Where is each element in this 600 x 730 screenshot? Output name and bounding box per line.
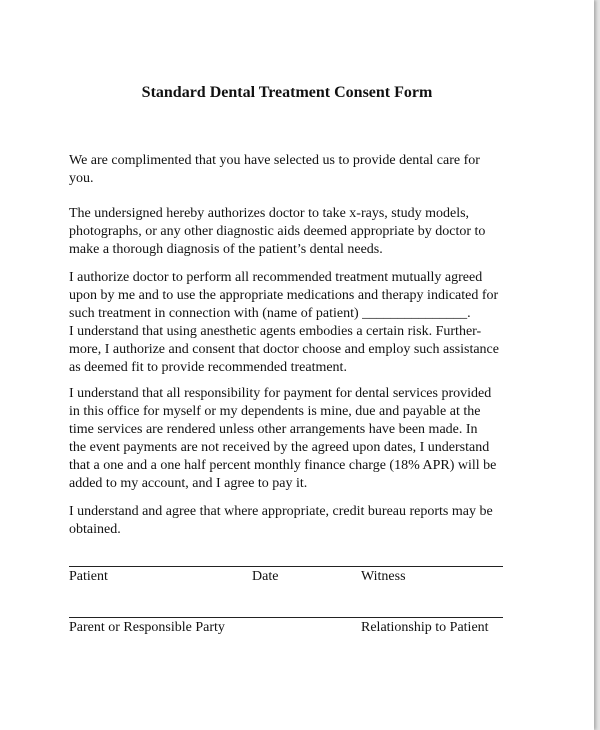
text-line: upon by me and to use the appropriate medications and therapy indicated for — [69, 288, 499, 303]
payment-responsibility-paragraph — [69, 385, 519, 493]
text-line: I understand that using anesthetic agents embodies a certain risk. Further- — [69, 324, 482, 339]
text-line: as deemed fit to provide recommended treatment. — [69, 360, 347, 375]
text-line: such treatment in connection with (name of patient) _______________. — [69, 306, 471, 321]
patient-label: Patient — [69, 569, 108, 584]
text-line: I understand that all responsibility for payment for dental services provided — [69, 386, 492, 401]
authorization-diagnostics-paragraph — [69, 205, 519, 259]
guardian-signature-line[interactable] — [69, 617, 503, 618]
text-line: make a thorough diagnosis of the patient’s dental needs. — [69, 242, 383, 257]
text-line: that a one and a one half percent monthly finance charge (18% APR) will be — [69, 458, 497, 473]
text-line: added to my account, and I agree to pay it. — [69, 476, 308, 491]
date-label: Date — [252, 569, 279, 584]
text-line: you. — [69, 171, 94, 186]
text-line: in this office for myself or my dependents is mine, due and payable at the — [69, 404, 481, 419]
witness-label: Witness — [361, 569, 406, 584]
text-line: time services are rendered unless other arrangements have been made. In — [69, 422, 478, 437]
guardian-label: Parent or Responsible Party — [69, 620, 225, 635]
text-line: photographs, or any other diagnostic aids deemed appropriate by doctor to — [69, 224, 486, 239]
intro-paragraph — [69, 152, 519, 188]
text-line: The undersigned hereby authorizes doctor to take x-rays, study models, — [69, 206, 470, 221]
patient-signature-line[interactable] — [69, 566, 503, 567]
text-line: We are complimented that you have selected us to provide dental care for — [69, 153, 480, 168]
text-line: I authorize doctor to perform all recommended treatment mutually agreed — [69, 270, 483, 285]
treatment-consent-paragraph — [69, 269, 519, 377]
credit-report-paragraph — [69, 503, 519, 539]
text-line: more, I authorize and consent that doctor choose and employ such assistance — [69, 342, 499, 357]
form-title: Standard Dental Treatment Consent Form — [141, 84, 433, 101]
text-line: the event payments are not received by the agreed upon dates, I understand — [69, 440, 490, 455]
text-line: obtained. — [69, 522, 121, 537]
relationship-label: Relationship to Patient — [361, 620, 489, 635]
text-line: I understand and agree that where appropriate, credit bureau reports may be — [69, 504, 493, 519]
